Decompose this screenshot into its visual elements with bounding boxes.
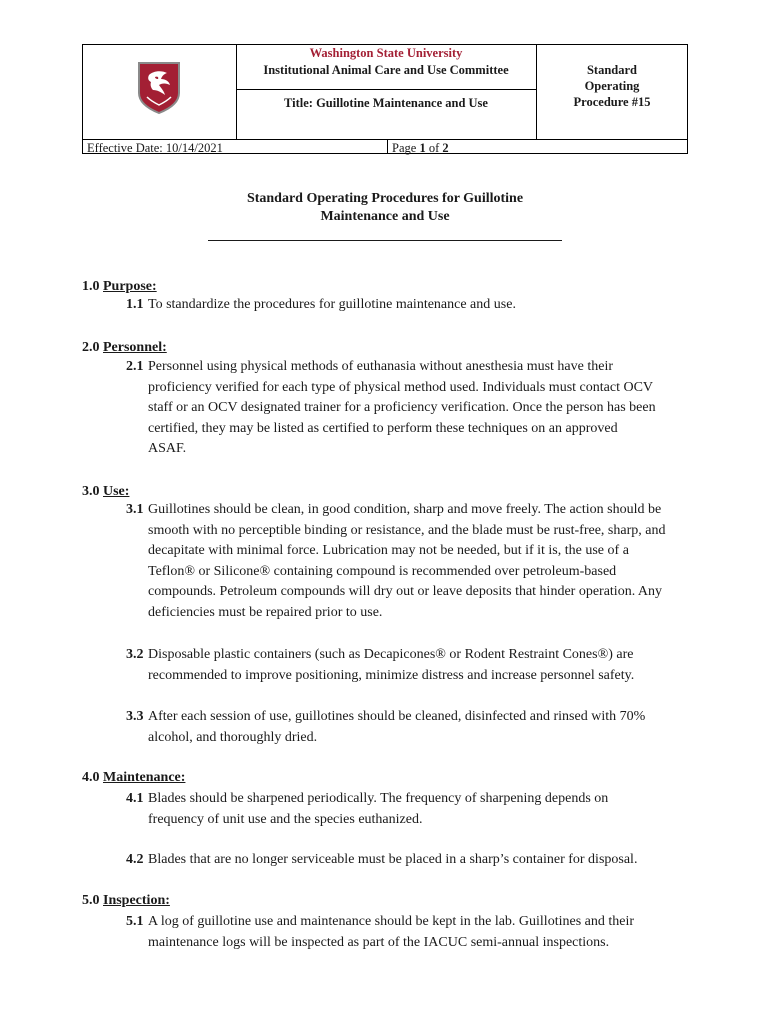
item-number: 3.3: [126, 709, 144, 724]
section-heading-personnel: [82, 338, 167, 358]
wsu-cougar-shield-icon: [137, 61, 181, 115]
list-item: [126, 295, 686, 316]
header-date-divider: [387, 140, 388, 154]
item-text: Personnel using physical methods of euthanasia without anesthesia must have their proficiency verified for each type of physical method used. Individuals must contact OCV staff or an OCV designated trainer for a proficiency verification. Once the person has been certified, they may be listed as certified to perform these techniques on an approved ASAF.: [148, 359, 656, 456]
heading-underline-rule: [208, 240, 562, 241]
document-title-field: Title: Guillotine Maintenance and Use: [284, 96, 488, 110]
sop-label-line-2: Operating: [584, 79, 640, 93]
section-title: Inspection:: [103, 893, 170, 908]
page-prefix: Page: [392, 141, 420, 155]
item-text: Blades should be sharpened periodically. The frequency of sharpening depends on frequency of unit use and the species euthanized.: [148, 791, 609, 827]
committee-name: Institutional Animal Care and Use Committee: [263, 63, 509, 77]
section-number: 3.0: [82, 484, 100, 499]
section-heading-purpose: [82, 277, 157, 297]
page-of: of: [425, 141, 443, 155]
item-number: 3.2: [126, 647, 144, 662]
item-text: To standardize the procedures for guillotine maintenance and use.: [148, 297, 516, 312]
list-item: [126, 912, 691, 953]
list-item: [126, 850, 691, 871]
item-number: 4.1: [126, 791, 144, 806]
sop-label-line-3: Procedure #15: [573, 95, 651, 109]
document-header-table: [82, 44, 688, 154]
section-title: Maintenance:: [103, 770, 186, 785]
item-number: 1.1: [126, 297, 144, 312]
section-title: Personnel:: [103, 340, 167, 355]
header-center-cell: [236, 44, 536, 140]
document-heading-line-2: Maintenance and Use: [320, 209, 450, 224]
list-item: [126, 789, 666, 830]
item-text: A log of guillotine use and maintenance should be kept in the lab. Guillotines and their maintenance logs will be inspected as part of the IACUC semi-annual inspections.: [148, 914, 635, 950]
item-text: Guillotines should be clean, in good condition, sharp and move freely. The action should be smooth with no perceptible binding or resistance, and the blade must be rust-free, sharp, and decapitate with minimal force. Lubrication may not be needed, but if it is, the use of a Teflon® or Silicone® containing compound is recommended over petroleum-based compounds. Petroleum compounds will dry out or leave deposits that hinder operation. Any deficiencies must be repaired prior to use.: [148, 502, 666, 620]
sop-label-cell: [536, 44, 688, 140]
list-item: [126, 357, 656, 460]
section-title: Purpose:: [103, 279, 157, 294]
sop-label: [536, 62, 688, 110]
university-name: Washington State University: [309, 46, 463, 60]
list-item: [126, 707, 678, 748]
item-number: 2.1: [126, 359, 144, 374]
item-text: After each session of use, guillotines should be cleaned, disinfected and rinsed with 70% alcohol, and thoroughly dried.: [148, 709, 646, 745]
sop-label-line-1: Standard: [586, 63, 638, 77]
section-number: 1.0: [82, 279, 100, 294]
item-text: Blades that are no longer serviceable must be placed in a sharp’s container for disposal.: [148, 852, 638, 867]
item-number: 5.1: [126, 914, 144, 929]
effective-date: Effective Date: 10/14/2021: [87, 141, 223, 155]
document-heading-line-1: Standard Operating Procedures for Guillotine: [246, 191, 524, 206]
page-total: 2: [442, 141, 449, 155]
section-number: 2.0: [82, 340, 100, 355]
item-number: 4.2: [126, 852, 144, 867]
section-number: 5.0: [82, 893, 100, 908]
list-item: [126, 645, 678, 686]
section-heading-use: [82, 482, 129, 502]
logo-cell: [82, 44, 236, 140]
item-text: Disposable plastic containers (such as Decapicones® or Rodent Restraint Cones®) are recommended to improve positioning, minimize distress and increase personnel safety.: [148, 647, 635, 683]
item-number: 3.1: [126, 502, 144, 517]
section-heading-maintenance: [82, 768, 185, 788]
document-heading: [0, 190, 770, 226]
page-current: 1: [419, 141, 426, 155]
page-number: [392, 140, 449, 156]
section-title: Use:: [103, 484, 130, 499]
list-item: [126, 500, 678, 623]
section-number: 4.0: [82, 770, 100, 785]
section-heading-inspection: [82, 891, 170, 911]
